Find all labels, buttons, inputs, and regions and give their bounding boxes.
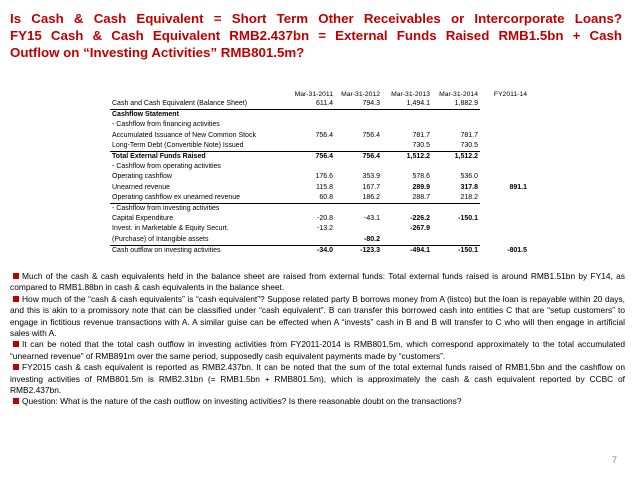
row-label: Long-Term Debt (Convertible Note) Issued — [112, 141, 244, 149]
bullet-list — [10, 271, 625, 408]
table-row — [110, 152, 527, 163]
bullet-text: How much of the “cash & cash equivalents” is “cash equivalent”? Suppose related party B borrows money from A (listco) but the loan is repayable within 20 days, and this is akin to a promissory note that can be classified under “cash equivalent”. B can transfer this borrowed cash into entities C that are “setup customers” to engage in fictitious revenue transactions with A. A similar guise can be effected when A “invests” cash in B and B will transfer to C who will then engage in artificial sales with A. — [10, 293, 625, 339]
table-cell — [286, 141, 335, 152]
row-label: Cash and Cash Equivalent (Balance Sheet) — [110, 99, 286, 110]
table-cell — [335, 224, 382, 234]
table-cell — [480, 204, 527, 215]
table-cell: -34.0 — [317, 246, 333, 254]
title-line-1: Is Cash & Cash Equivalent = Short Term Other Receivables or Intercorporate Loans? — [10, 11, 622, 26]
bullet-square-icon — [13, 296, 19, 302]
row-label: - Cashflow from investing activities — [112, 205, 220, 213]
table-cell — [480, 235, 527, 246]
table-cell: -150.1 — [458, 215, 478, 223]
table-cell — [335, 141, 382, 152]
bullet-text: Much of the cash & cash equivalents held in the balance sheet are raised from external funds: Total external funds raised is around RMB1.51bn by FY14, as compared to RMB1.88bn in cash & cash equivalents in the balance sheet. — [10, 271, 625, 293]
table-cell: 756.4 — [362, 131, 380, 139]
table-cell: 794.3 — [335, 99, 382, 110]
table-cell — [480, 162, 527, 172]
bullet-square-icon — [13, 273, 19, 279]
table-cell: 1,882.9 — [432, 99, 480, 110]
table-cell: -123.3 — [360, 246, 380, 254]
table-cell — [432, 110, 480, 121]
table-cell — [382, 204, 432, 215]
table-cell: 218.2 — [432, 193, 480, 204]
table-cell: 578.6 — [412, 173, 430, 181]
bullet-text: It can be noted that the total cash outflow in investing activities from FY2011-2014 is RMB801.5m, which correspond approximately to the total accumulated “unearned revenue” of RMB891m over the same period, supposedly cash equivalent payments made by “customers”. — [10, 339, 625, 361]
table-cell — [382, 162, 432, 172]
table-row — [110, 183, 527, 193]
table-cell — [286, 235, 335, 246]
table-cell: 756.4 — [315, 131, 333, 139]
table-cell — [480, 224, 527, 234]
table-row — [110, 131, 527, 141]
table-cell: -150.1 — [458, 246, 478, 254]
table-cell — [382, 110, 432, 121]
table-cell — [432, 204, 480, 215]
row-label: Total External Funds Raised — [110, 152, 286, 163]
row-label: Capital Expenditure — [112, 215, 174, 223]
financial-table — [110, 90, 527, 256]
table-cell: 756.4 — [286, 152, 335, 163]
bullet-item — [10, 294, 625, 340]
table-cell — [432, 224, 480, 234]
row-label: (Purchase) of Intangible assets — [110, 235, 286, 246]
table-row — [110, 214, 527, 224]
table-cell: 1,512.2 — [382, 152, 432, 163]
column-header: Mar-31-2014 — [439, 91, 478, 98]
table-cell: 781.7 — [412, 131, 430, 139]
table-cell — [335, 162, 382, 172]
table-cell — [286, 162, 335, 172]
table-row — [110, 172, 527, 182]
table-cell: 536.0 — [460, 173, 478, 181]
row-label: Cashflow Statement — [112, 111, 179, 119]
table-row — [110, 245, 527, 256]
column-header: Mar-31-2013 — [391, 91, 430, 98]
table-cell: 353.9 — [362, 173, 380, 181]
table-row — [110, 204, 527, 215]
table-cell: 288.7 — [382, 193, 432, 204]
table-cell: 317.8 — [460, 183, 478, 191]
table-cell: 730.5 — [460, 141, 478, 149]
table-cell — [432, 235, 480, 246]
table-cell — [480, 193, 527, 204]
table-cell: 289.9 — [412, 183, 430, 191]
column-header: FY2011-14 — [493, 91, 527, 98]
title-line-2: FY15 Cash & Cash Equivalent RMB2.437bn = External Funds Raised RMB1.5bn + Cash — [10, 28, 622, 43]
table-cell — [335, 120, 382, 130]
slide-title — [10, 10, 622, 61]
table-cell: -494.1 — [410, 246, 430, 254]
table-cell: -43.1 — [364, 215, 380, 223]
table-cell — [480, 141, 527, 152]
table-row — [110, 162, 527, 172]
table-cell: -20.8 — [317, 215, 333, 223]
bullet-text: FY2015 cash & cash equivalent is reported as RMB2.437bn. It can be noted that the sum of the total external funds raised of RMB1.5bn and the cashflow on investing activities of RMB801.5m is RMB2.31bn (= RMB1.5bn + RMB801.5m), which is approximately the cash & cash equivalent reported by CCBC of RMB2.437bn. — [10, 362, 625, 396]
page-number: 7 — [612, 455, 618, 465]
bullet-square-icon — [13, 398, 19, 404]
table-cell — [480, 110, 527, 121]
table-cell — [335, 110, 382, 121]
table-cell — [480, 152, 527, 163]
table-row — [110, 110, 527, 121]
table-cell: 891.1 — [509, 183, 527, 191]
table-cell — [432, 120, 480, 130]
row-label: Operating cashflow ex unearned revenue — [110, 193, 286, 204]
table-cell: 781.7 — [460, 131, 478, 139]
table-row — [110, 120, 527, 130]
bullet-square-icon — [13, 341, 19, 347]
table-cell — [480, 120, 527, 130]
table-cell: 176.6 — [315, 173, 333, 181]
table-cell: 730.5 — [412, 141, 430, 149]
table-cell: 1,494.1 — [382, 99, 432, 110]
table-cell — [382, 120, 432, 130]
row-label: - Cashflow from financing activities — [112, 121, 220, 129]
table-cell: -267.9 — [410, 225, 430, 233]
table-cell — [335, 204, 382, 215]
bullet-text: Question: What is the nature of the cash outflow on investing activities? Is there reasonable doubt on the transactions? — [22, 396, 462, 407]
bullet-item — [10, 396, 625, 407]
table-cell — [480, 214, 527, 224]
table-cell: 167.7 — [362, 183, 380, 191]
header-label-cell — [110, 90, 286, 99]
row-label: Invest. in Marketable & Equity Securt. — [112, 225, 229, 233]
table-cell: 1,512.2 — [432, 152, 480, 163]
table-cell: 611.4 — [286, 99, 335, 110]
table-cell: 186.2 — [335, 193, 382, 204]
table-cell — [480, 99, 527, 110]
row-label: Unearned revenue — [112, 183, 170, 191]
title-line-3: Outflow on “Investing Activities” RMB801.5m? — [10, 45, 305, 60]
table-cell: -226.2 — [410, 215, 430, 223]
table-cell — [286, 120, 335, 130]
table-cell — [382, 235, 432, 246]
table-cell — [480, 131, 527, 141]
table-cell: -80.2 — [335, 235, 382, 246]
bullet-square-icon — [13, 364, 19, 370]
column-header: Mar-31-2011 — [294, 91, 333, 98]
table-cell: -801.5 — [507, 246, 527, 254]
bullet-item — [10, 362, 625, 396]
bullet-item — [10, 339, 625, 362]
table-cell: 756.4 — [335, 152, 382, 163]
table-row — [110, 193, 527, 204]
table-cell: -13.2 — [317, 225, 333, 233]
table-row — [110, 224, 527, 234]
table-row — [110, 235, 527, 246]
table-cell — [286, 204, 335, 215]
row-label: Operating cashflow — [112, 173, 172, 181]
bullet-item — [10, 271, 625, 294]
column-header: Mar-31-2012 — [341, 91, 380, 98]
row-label: Accumulated Issuance of New Common Stock — [112, 131, 256, 139]
table-cell — [480, 172, 527, 182]
table-cell — [286, 110, 335, 121]
table-row — [110, 99, 527, 110]
row-label: - Cashflow from operating activities — [112, 163, 221, 171]
table-cell: 60.8 — [286, 193, 335, 204]
table-cell: 115.8 — [316, 183, 333, 191]
table-row — [110, 141, 527, 152]
row-label: Cash outflow on investing activities — [112, 246, 221, 254]
table-header-row — [110, 90, 527, 99]
table-cell — [432, 162, 480, 172]
